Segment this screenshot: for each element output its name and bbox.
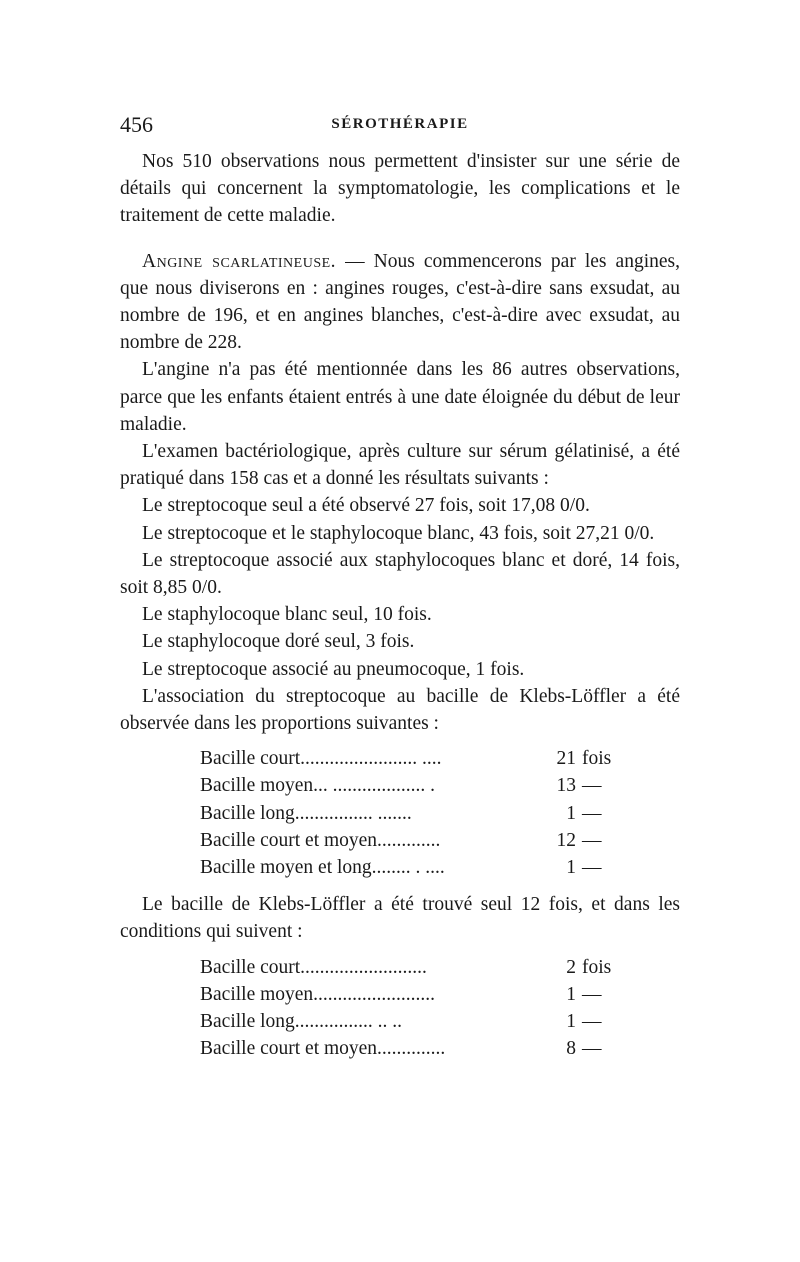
paragraph: L'association du streptocoque au bacille de Klebs-Löffler a été observée dans les proportions suivantes : (120, 685, 680, 735)
running-title: SÉROTHÉRAPIE (331, 116, 469, 132)
paragraph: L'angine n'a pas été mentionnée dans les 86 autres observations, parce que les enfants étaient entrés à une date éloignée du début de leur maladie. (120, 359, 680, 435)
paragraph: Le streptocoque et le staphylocoque blanc, 43 fois, soit 27,21 0/0. (142, 522, 655, 544)
table-row (200, 954, 642, 981)
page-header (120, 112, 680, 142)
row-count: 12 (556, 829, 576, 851)
row-count: 2 (566, 956, 576, 978)
row-unit: — (582, 857, 602, 879)
table-row (200, 854, 642, 881)
section-title: Angine scarlatineuse. (142, 250, 337, 272)
section-paragraph (120, 248, 680, 357)
page-number: 456 (120, 112, 153, 137)
row-label: Bacille court et moyen............. (200, 829, 441, 851)
row-unit: — (582, 1011, 602, 1033)
row-unit: — (582, 829, 602, 851)
page-body (120, 148, 680, 1063)
paragraph: Le staphylocoque blanc seul, 10 fois. (142, 604, 432, 626)
paragraph: Le staphylocoque doré seul, 3 fois. (142, 631, 415, 653)
table-row (200, 800, 642, 827)
row-label: Bacille court........................ .... (200, 748, 442, 770)
section-lead: — Nous commencerons par les angines, que nous diviserons en : angines rouges, c'est-à-dire sans exsudat, au nombre de 196, et en angines blanches, c'est-à-dire avec exsudat, au nombre de 228. (120, 250, 681, 354)
paragraph: Le streptocoque seul a été observé 27 fois, soit 17,08 0/0. (142, 495, 590, 517)
klebs-loffler-table (200, 954, 642, 1063)
paragraph: Le bacille de Klebs-Löffler a été trouvé seul 12 fois, et dans les conditions qui suivent : (120, 894, 680, 943)
paragraph: L'examen bactériologique, après culture sur sérum gélatinisé, a été pratiqué dans 158 cas et a donné les résultats suivants : (120, 441, 680, 490)
row-count: 13 (556, 775, 576, 797)
row-label: Bacille court et moyen.............. (200, 1038, 446, 1060)
row-label: Bacille court.......................... (200, 956, 427, 978)
paragraph: Le streptocoque associé au pneumocoque, 1 fois. (142, 658, 525, 680)
row-unit: fois (582, 956, 612, 978)
row-label: Bacille moyen... ................... . (200, 775, 436, 797)
table-row (200, 1008, 642, 1035)
row-count: 1 (566, 1011, 576, 1033)
row-unit: — (582, 983, 602, 1005)
paragraph: Le streptocoque associé aux staphylocoques blanc et doré, 14 fois, soit 8,85 0/0. (120, 549, 680, 599)
table-row (200, 745, 642, 772)
row-label: Bacille long................ ....... (200, 802, 412, 824)
row-label: Bacille long................ .. .. (200, 1011, 403, 1033)
row-label: Bacille moyen......................... (200, 983, 436, 1005)
table-row (200, 772, 642, 799)
row-label: Bacille moyen et long........ . .... (200, 857, 445, 879)
table-row (200, 981, 642, 1008)
row-count: 1 (566, 857, 576, 879)
row-unit: — (582, 802, 602, 824)
row-unit: — (582, 775, 602, 797)
intro-paragraph: Nos 510 observations nous permettent d'insister sur une série de détails qui concernent la symptomatologie, les complications et le traitement de cette maladie. (120, 151, 680, 227)
table-row (200, 1035, 642, 1062)
row-count: 1 (566, 983, 576, 1005)
row-count: 8 (566, 1038, 576, 1060)
row-count: 1 (566, 802, 576, 824)
association-table (200, 745, 642, 881)
row-unit: — (582, 1038, 602, 1060)
row-count: 21 (556, 748, 576, 770)
row-unit: fois (582, 748, 612, 770)
table-row (200, 827, 642, 854)
